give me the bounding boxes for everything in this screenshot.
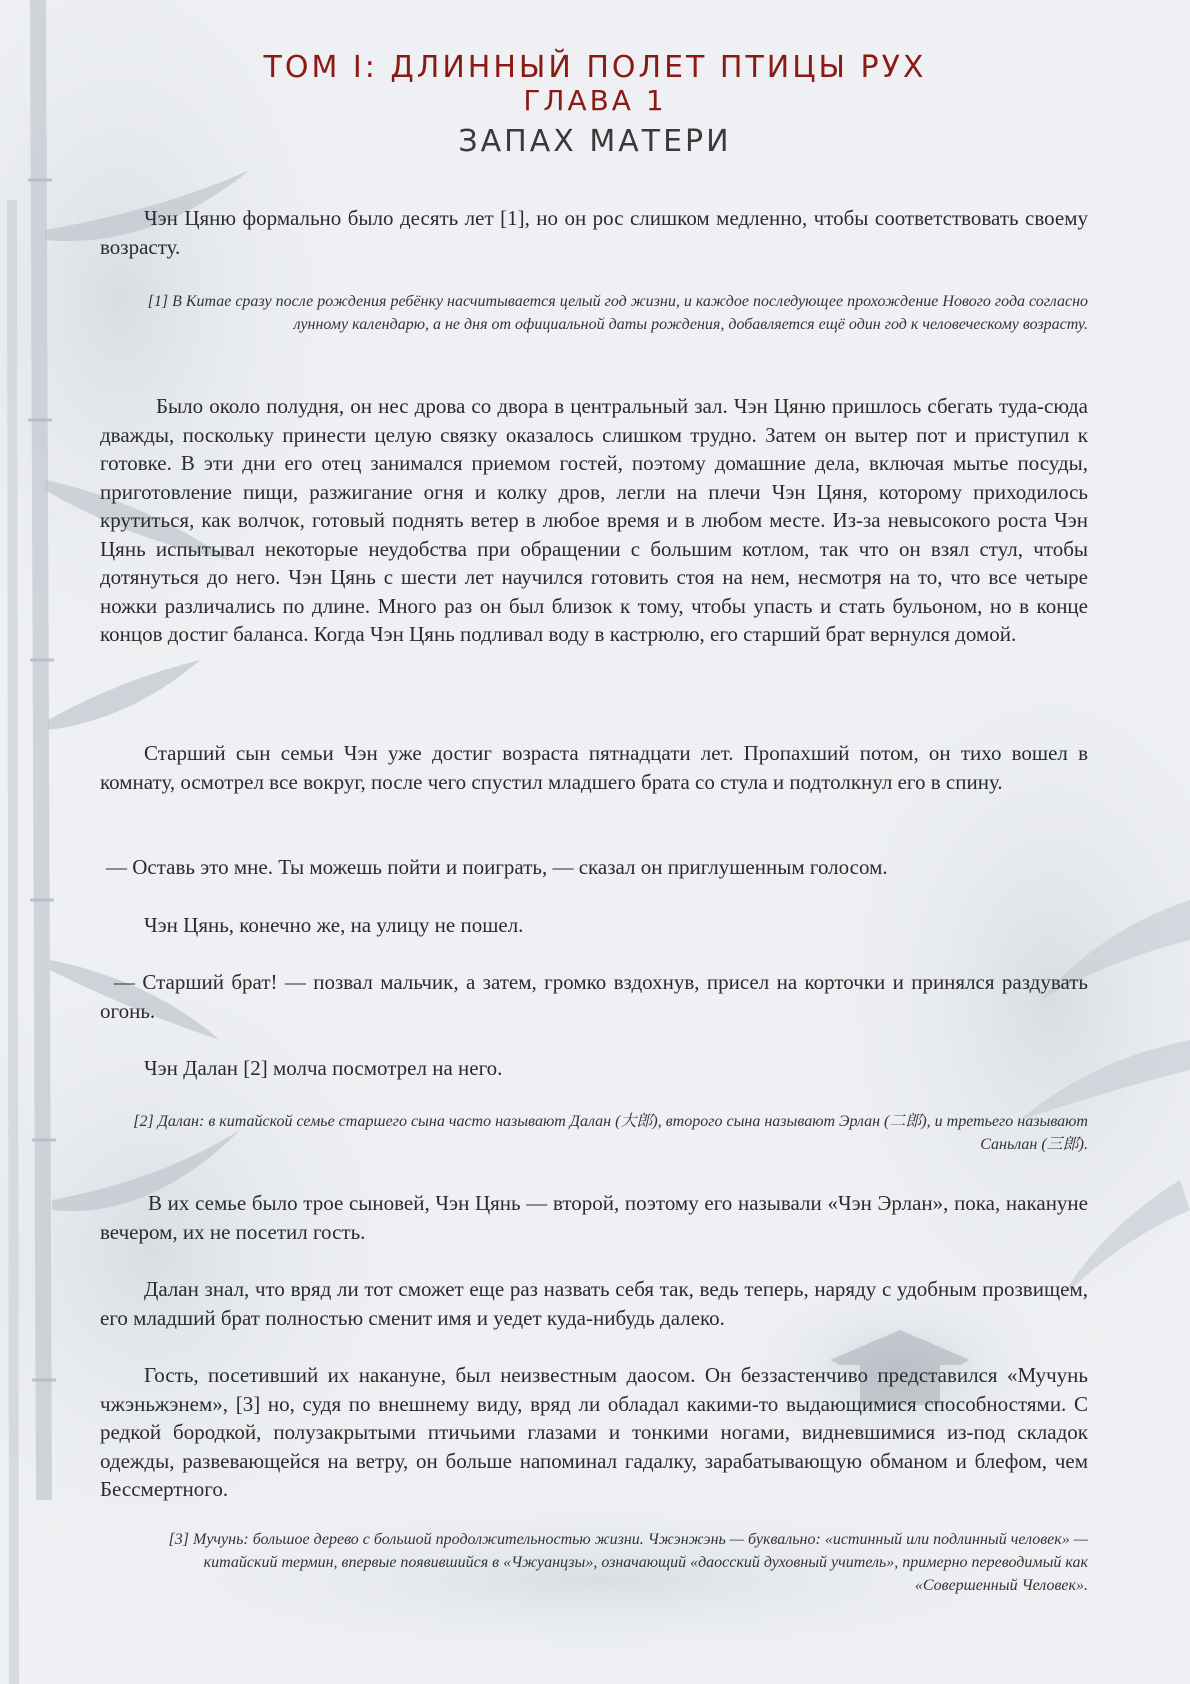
footnote-2: [2] Далан: в китайской семье старшего сына часто называют Далан (大郎), второго сына называют Эрлан (二郎), и третьего называют Саньлан (三郎). [133, 1113, 1088, 1153]
paragraph-4: — Оставь это мне. Ты можешь пойти и поиграть, — сказал он приглушенным голосом. [106, 855, 888, 879]
footnote-1: [1] В Китае сразу после рождения ребёнку насчитывается целый год жизни, и каждое последующее прохождение Нового года согласно лунному календарю, а не дня от официальной даты рождения, добавляется ещё один год к человеческому возрасту. [147, 293, 1088, 333]
chapter-title: ЗАПАХ МАТЕРИ [458, 124, 732, 159]
paragraph-2: Было около полудня, он нес дрова со двора в центральный зал. Чэн Цяню пришлось сбегать туда-сюда дважды, поскольку принести целую связку оказалось слишком трудно. Затем он вытер пот и приступил к готовке. В эти дни его отец занимался приемом гостей, поэтому домашние дела, включая мытье посуды, приготовление пищи, разжигание огня и колку дров, легли на плечи Чэн Цяня, которому приходилось крутиться, как волчок, готовый поднять ветер в любое время и в любом месте. Из-за невысокого роста Чэн Цянь испытывал некоторые неудобства при обращении с большим котлом, так что он взял стул, чтобы дотянуться до него. Чэн Цянь с шести лет научился готовить стоя на нем, несмотря на то, что все четыре ножки различались по длине. Много раз он был близок к тому, чтобы упасть и стать бульоном, но в конце концов достиг баланса. Когда Чэн Цянь подливал воду в кастрюлю, его старший брат вернулся домой. [100, 394, 1088, 646]
paragraph-9: Далан знал, что вряд ли тот сможет еще раз назвать себя так, ведь теперь, наряду с удобным прозвищем, его младший брат полностью сменит имя и уедет куда-нибудь далеко. [100, 1277, 1088, 1330]
paragraph-7: Чэн Далан [2] молча посмотрел на него. [144, 1056, 503, 1080]
paragraph-8: В их семье было трое сыновей, Чэн Цянь — второй, поэтому его называли «Чэн Эрлан», пока, накануне вечером, их не посетил гость. [100, 1191, 1088, 1244]
paragraph-6: — Старший брат! — позвал мальчик, а затем, громко вздохнув, присел на корточки и принялся раздувать огонь. [100, 970, 1088, 1023]
footnote-3: [3] Мучунь: большое дерево с большой продолжительностью жизни. Чжэнжэнь — буквально: «истинный или подлинный человек» — китайский термин, впервые появившийся в «Чжуанцзы», означающий «даосский духовный учитель», примерно переводимый как «Совершенный Человек». [168, 1531, 1088, 1594]
paragraph-5: Чэн Цянь, конечно же, на улицу не пошел. [144, 913, 524, 937]
volume-heading: ТОМ I: ДЛИННЫЙ ПОЛЕТ ПТИЦЫ РУХ [263, 50, 927, 85]
paragraph-1: Чэн Цяню формально было десять лет [1], но он рос слишком медленно, чтобы соответствовать своему возрасту. [100, 206, 1088, 259]
paragraph-10: Гость, посетивший их накануне, был неизвестным даосом. Он беззастенчиво представился «Мучунь чжэньжэнем», [3] но, судя по внешнему виду, вряд ли обладал какими-то выдающимися способностями. С редкой бородкой, полузакрытыми птичьими глазами и тонкими ногами, видневшимися из-под складок одежды, развевающейся на ветру, он больше напоминал гадалку, зарабатывающую обманом и блефом, чем Бессмертного. [100, 1363, 1088, 1501]
chapter-heading: ГЛАВА 1 [523, 84, 667, 117]
paragraph-3: Старший сын семьи Чэн уже достиг возраста пятнадцати лет. Пропахший потом, он тихо вошел в комнату, осмотрел все вокруг, после чего спустил младшего брата со стула и подтолкнул его в спину. [100, 741, 1088, 794]
